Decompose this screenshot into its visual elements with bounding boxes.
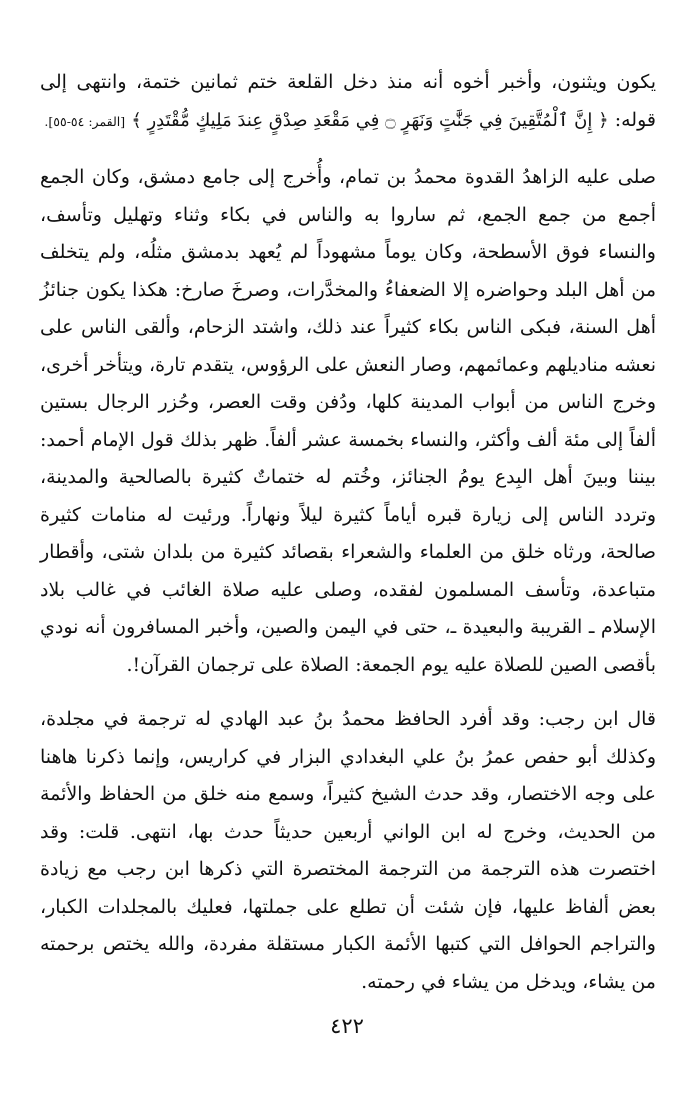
page-number: ٤٢٢ (330, 1014, 364, 1038)
paragraph-1-lead: يكون ويثنون، وأخبر أخوه أنه منذ دخل القلعة ختم ثمانين ختمة، وانتهى إلى قوله: (40, 71, 656, 131)
quran-verse: ﴿ إِنَّ ٱلْمُتَّقِينَ فِي جَنَّٰتٍ وَنَهَرٍ ۝ فِي مَقْعَدِ صِدْقٍ عِندَ مَلِيكٍ مُّقْتَدِرٍ ﴾ (131, 109, 609, 131)
paragraph-2: صلى عليه الزاهدُ القدوة محمدُ بن تمام، وأُخرج إلى جامع دمشق، وكان الجمع أجمع من جمع الجمع، ثم ساروا به والناس في بكاء وثناء وتهليل وتأسف، والنساء فوق الأسطحة، وكان يوماً مشهوداً لم يُعهد بدمشق مثلُه، ولم يتخلف من أهل البلد وحواضره إلا الضعفاءُ والمخدَّرات، وصرخَ صارخ: هكذا يكون جنائزُ أهل السنة، فبكى الناس بكاء كثيراً عند ذلك، واشتد الزحام، وألقى الناس على نعشه مناديلهم وعمائمهم، وصار النعش على الرؤوس، يتقدم تارة، ويتأخر أخرى، وخرج الناس من أبواب المدينة كلها، ودُفن وقت العصر، وحُزر الرجال بستين ألفاً إلى مئة ألف وأكثر، والنساء بخمسة عشر ألفاً. ظهر بذلك قول الإمام أحمد: بيننا وبينَ أهل البِدع يومُ الجنائز، وخُتم له ختماتٌ كثيرة بالصالحية والمدينة، وتردد الناس إلى زيارة قبره أياماً كثيرة ليلاً ونهاراً. ورئيت له منامات كثيرة صالحة، ورثاه خلق من العلماء والشعراء بقصائد كثيرة من بلدان شتى، وأقطار متباعدة، وتأسف المسلمون لفقده، وصلى عليه صلاة الغائب في غالب بلاد الإسلام ـ القريبة والبعيدة ـ، حتى في اليمن والصين، وأخبر المسافرون أنه نودي بأقصى الصين للصلاة عليه يوم الجمعة: الصلاة على ترجمان القرآن!. (40, 166, 656, 676)
paragraph-3: قال ابن رجب: وقد أفرد الحافظ محمدُ بنُ عبد الهادي له ترجمة في مجلدة، وكذلك أبو حفص عمرُ بنُ علي البغدادي البزار في كراريس، وإنما ذكرنا هاهنا على وجه الاختصار، وقد حدث الشيخ كثيراً، وسمع منه خلق من الحفاظ والأئمة من الحديث، وخرج له ابن الواني أربعين حديثاً حدث بها، انتهى. قلت: وقد اختصرت هذه الترجمة من الترجمة المختصرة التي ذكرها ابن رجب مع زيادة بعض ألفاظ عليها، فإن شئت أن تطلع على جملتها، فعليك بالمجلدات الكبار، والتراجم الحوافل التي كتبها الأئمة الكبار مستقلة مفردة، والله يختص برحمته من يشاء، ويدخل من يشاء في رحمته. (40, 708, 656, 993)
quran-citation: [القمر: ٥٤-٥٥]. (44, 113, 126, 129)
paragraph-1 (40, 64, 656, 140)
page-body (40, 64, 656, 1001)
